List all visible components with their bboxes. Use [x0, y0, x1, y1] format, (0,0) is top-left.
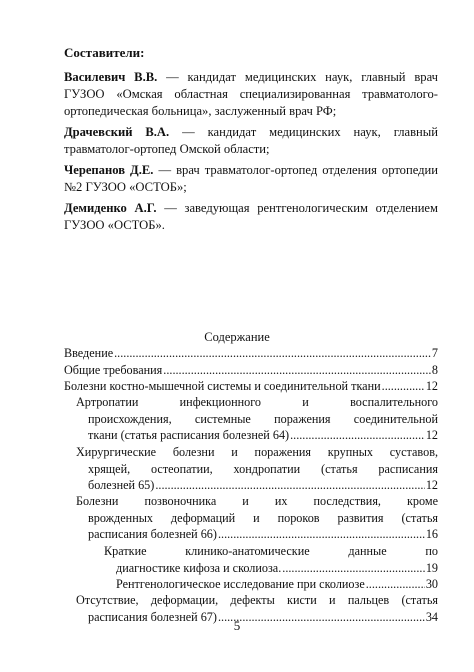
author-entry: [64, 124, 438, 158]
toc-entry-label: Рентгенологическое исследование при сколиозе: [116, 577, 365, 591]
author-description: — кандидат медицинских наук, главный травматолог-ортопед Омской области;: [64, 125, 439, 156]
toc-entry-label: Артропатии инфекционного и воспалительного: [76, 395, 438, 409]
toc-page-number: 7: [431, 346, 438, 360]
toc-entry-label: Хирургические болезни и поражения крупных суставов,: [76, 445, 438, 459]
toc-page-number: 12: [425, 428, 438, 443]
toc-leader: [218, 526, 425, 543]
toc-page-number: 8: [431, 363, 438, 377]
toc-entry-spine-diseases[interactable]: [76, 493, 438, 543]
toc-leader: [382, 378, 425, 395]
toc-entry-label: расписания болезней 66): [88, 527, 217, 542]
toc-page-number: 12: [425, 379, 438, 393]
author-entry: [64, 200, 438, 234]
toc-leader: [163, 362, 431, 379]
toc-title: Содержание: [204, 330, 270, 344]
author-name: Черепанов Д.Е.: [64, 163, 154, 177]
toc-entry-label: Болезни костно-мышечной системы и соединительной ткани: [64, 379, 381, 393]
toc-entry-label: Общие требования: [64, 363, 163, 377]
toc-leader: [282, 560, 425, 577]
toc-page-number: 16: [425, 527, 438, 542]
authors-heading: Составители:: [64, 45, 145, 60]
toc-entry-musculoskeletal-diseases[interactable]: [64, 378, 438, 395]
toc-entry-introduction[interactable]: [64, 345, 438, 362]
toc-entry-arthropathies[interactable]: [76, 394, 438, 444]
toc-entry-general-requirements[interactable]: [64, 362, 438, 379]
author-name: Василевич В.В.: [64, 70, 158, 84]
page-number: 5: [233, 618, 241, 633]
toc-entry-label: Болезни позвоночника и их последствия, кроме: [76, 494, 438, 508]
author-description: — заведующая рентгенологическим отделением ГУЗОО «ОСТОБ».: [64, 201, 438, 232]
author-name: Драчевский В.А.: [64, 125, 170, 139]
toc-page-number: 30: [425, 577, 438, 591]
toc-entry-scoliosis-xray[interactable]: [116, 576, 438, 593]
author-entry: [64, 162, 438, 196]
toc-leader: [114, 345, 431, 362]
toc-entry-label: ткани (статья расписания болезней 64): [88, 428, 290, 443]
author-description: — кандидат медицинских наук, главный врач ГУЗОО «Омская областная специализированная травматолого-ортопедическая больница», заслуженный врач РФ;: [64, 70, 438, 118]
toc-leader: [366, 576, 425, 593]
toc-entry-label: врожденных деформаций и пороков развития (статья: [88, 510, 438, 525]
toc-entry-label: хрящей, остеопатии, хондропатии (статья расписания: [88, 461, 438, 476]
toc-leader: [290, 427, 425, 444]
toc-entry-label: происхождения, системные поражения соединительной: [88, 411, 438, 426]
toc-page-number: 19: [425, 560, 438, 575]
toc-page-number: 34: [425, 609, 438, 624]
toc-entry-label: Краткие клинико-анатомические данные по: [104, 544, 438, 558]
toc-entry-label: Введение: [64, 346, 114, 360]
toc-entry-label: Отсутствие, деформации, дефекты кисти и пальцев (статья: [76, 593, 438, 607]
toc-entry-kyphosis-scoliosis-data[interactable]: [104, 543, 438, 576]
toc-entry-surgical-joint-diseases[interactable]: [76, 444, 438, 494]
toc-entry-label: расписания болезней 67): [88, 609, 217, 624]
toc-entry-label: диагностике кифоза и сколиоза.: [116, 560, 282, 575]
toc-leader: [155, 477, 424, 494]
toc-page-number: 12: [425, 478, 438, 493]
author-description: — врач травматолог-ортопед отделения ортопедии №2 ГУЗОО «ОСТОБ»;: [64, 163, 439, 194]
toc-entry-label: болезней 65): [88, 478, 155, 493]
author-name: Демиденко А.Г.: [64, 201, 157, 215]
author-entry: [64, 69, 438, 120]
